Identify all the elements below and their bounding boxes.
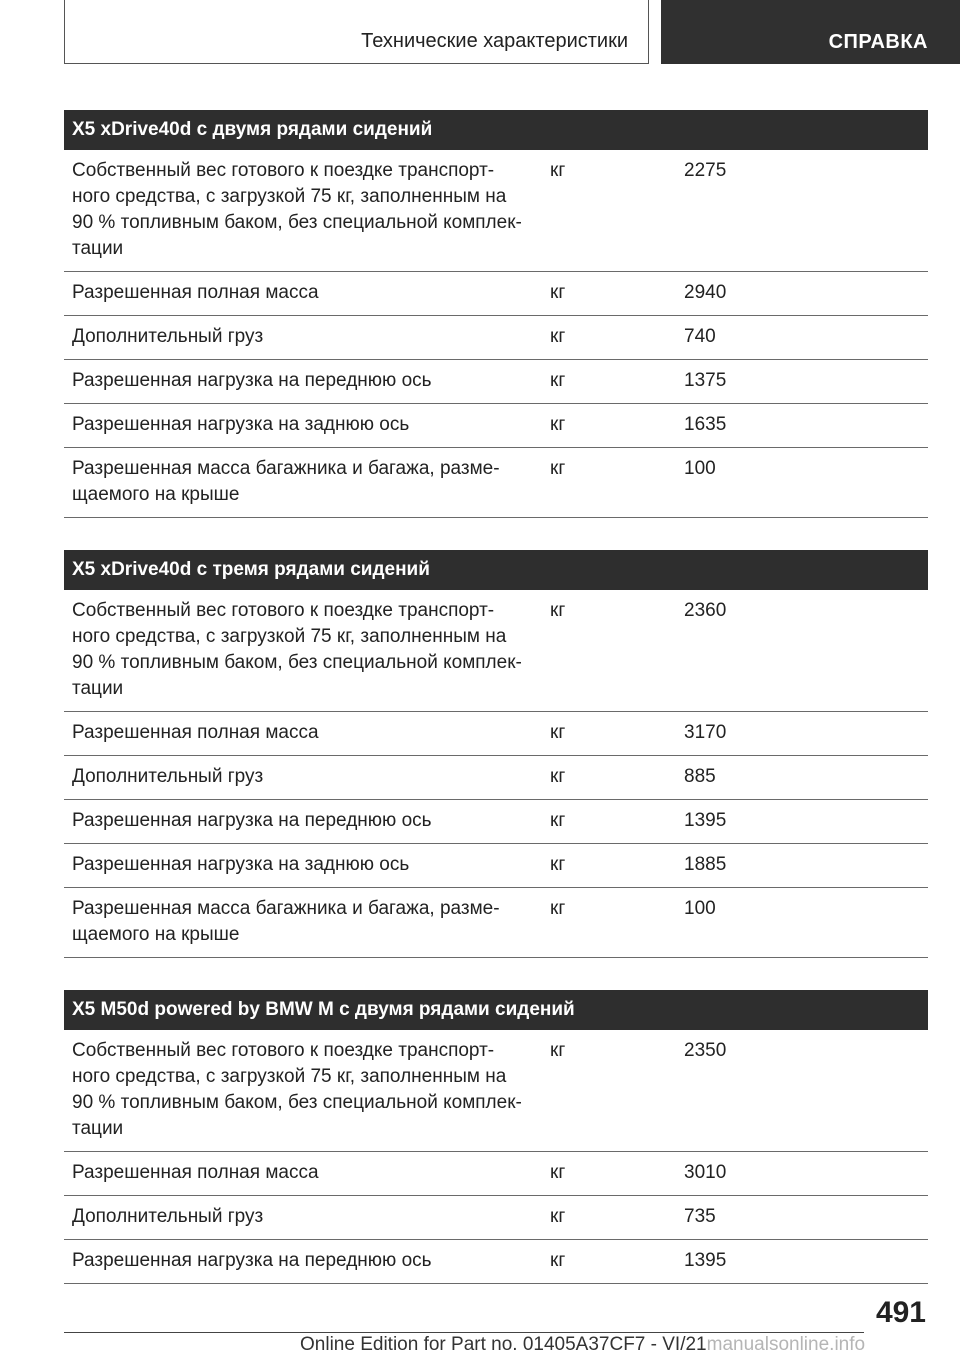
row-label: Дополнительный груз <box>64 316 542 360</box>
row-value: 3010 <box>676 1152 928 1196</box>
row-unit: кг <box>542 1152 676 1196</box>
row-value: 735 <box>676 1196 928 1240</box>
row-label: Дополнительный груз <box>64 1196 542 1240</box>
row-value: 1375 <box>676 360 928 404</box>
row-label: Разрешенная масса багажника и багажа, разме- щаемого на крыше <box>64 888 542 958</box>
row-unit: кг <box>542 150 676 272</box>
row-label: Разрешенная полная масса <box>64 272 542 316</box>
row-unit: кг <box>542 404 676 448</box>
table-row <box>64 756 928 800</box>
row-value: 2275 <box>676 150 928 272</box>
row-value: 2940 <box>676 272 928 316</box>
row-unit: кг <box>542 360 676 404</box>
row-value: 100 <box>676 448 928 518</box>
header-chapter-box <box>661 0 960 64</box>
table-row <box>64 712 928 756</box>
table-row <box>64 360 928 404</box>
page-number: 491 <box>875 1296 926 1329</box>
table-row <box>64 1240 928 1284</box>
row-value: 100 <box>676 888 928 958</box>
row-unit: кг <box>542 272 676 316</box>
table-row <box>64 800 928 844</box>
row-value: 885 <box>676 756 928 800</box>
table-title: X5 M50d powered by BMW M с двумя рядами сидений <box>64 990 928 1030</box>
row-unit: кг <box>542 844 676 888</box>
header-section-box <box>64 0 649 64</box>
table-title: X5 xDrive40d с двумя рядами сидений <box>64 110 928 150</box>
header-section-title: Технические характеристики <box>361 30 628 52</box>
row-label: Собственный вес готового к поездке транспорт- ного средства, с загрузкой 75 кг, заполненным на 90 % топливным баком, без специальной комплек- тации <box>64 590 542 712</box>
footer-divider <box>64 1332 864 1333</box>
row-value: 1395 <box>676 800 928 844</box>
header-chapter-title: СПРАВКА <box>828 31 928 53</box>
row-unit: кг <box>542 1030 676 1152</box>
table-row <box>64 1196 928 1240</box>
table-row <box>64 844 928 888</box>
footer-edition: Online Edition for Part no. 01405A37CF7 - VI/21 <box>300 1334 707 1355</box>
row-unit: кг <box>542 888 676 958</box>
row-label: Разрешенная полная масса <box>64 712 542 756</box>
table-title: X5 xDrive40d с тремя рядами сидений <box>64 550 928 590</box>
table-row <box>64 1030 928 1152</box>
row-label: Дополнительный груз <box>64 756 542 800</box>
row-unit: кг <box>542 1240 676 1284</box>
row-label: Разрешенная полная масса <box>64 1152 542 1196</box>
row-label: Собственный вес готового к поездке транспорт- ного средства, с загрузкой 75 кг, заполненным на 90 % топливным баком, без специальной комплек- тации <box>64 1030 542 1152</box>
table-row <box>64 888 928 958</box>
table-row <box>64 590 928 712</box>
row-value: 740 <box>676 316 928 360</box>
footer-watermark: manualsonline.info <box>706 1334 866 1355</box>
row-unit: кг <box>542 712 676 756</box>
table-row <box>64 448 928 518</box>
row-label: Разрешенная нагрузка на переднюю ось <box>64 800 542 844</box>
row-unit: кг <box>542 448 676 518</box>
table-row <box>64 316 928 360</box>
row-value: 1635 <box>676 404 928 448</box>
row-value: 1395 <box>676 1240 928 1284</box>
row-unit: кг <box>542 800 676 844</box>
table-row <box>64 150 928 272</box>
row-label: Разрешенная нагрузка на переднюю ось <box>64 1240 542 1284</box>
row-value: 2360 <box>676 590 928 712</box>
row-unit: кг <box>542 1196 676 1240</box>
row-value: 3170 <box>676 712 928 756</box>
spec-table-x5-xdrive40d-two-rows <box>64 110 928 518</box>
row-unit: кг <box>542 756 676 800</box>
footer <box>300 1334 865 1356</box>
spec-table-x5-m50d-two-rows <box>64 990 928 1284</box>
row-value: 1885 <box>676 844 928 888</box>
row-label: Разрешенная масса багажника и багажа, разме- щаемого на крыше <box>64 448 542 518</box>
table-row <box>64 1152 928 1196</box>
row-label: Разрешенная нагрузка на заднюю ось <box>64 404 542 448</box>
table-row <box>64 404 928 448</box>
row-unit: кг <box>542 590 676 712</box>
row-label: Разрешенная нагрузка на заднюю ось <box>64 844 542 888</box>
spec-tables <box>64 110 928 1316</box>
spec-table-x5-xdrive40d-three-rows <box>64 550 928 958</box>
table-row <box>64 272 928 316</box>
row-label: Собственный вес готового к поездке транспорт- ного средства, с загрузкой 75 кг, заполненным на 90 % топливным баком, без специальной комплек- тации <box>64 150 542 272</box>
row-unit: кг <box>542 316 676 360</box>
row-label: Разрешенная нагрузка на переднюю ось <box>64 360 542 404</box>
row-value: 2350 <box>676 1030 928 1152</box>
